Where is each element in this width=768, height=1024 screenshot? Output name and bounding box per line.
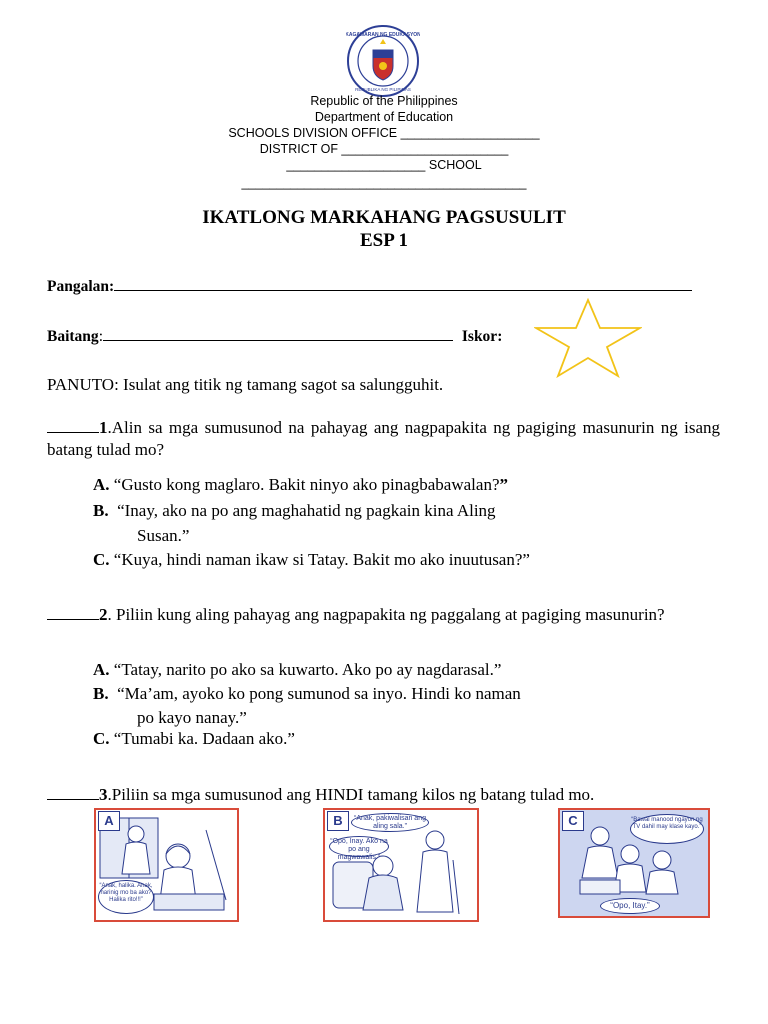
name-blank[interactable] [114, 276, 692, 291]
q1-option-b-line1: “Inay, ako na po ang maghahatid ng pagkain kina Aling [117, 501, 496, 520]
q1-option-a [93, 475, 508, 495]
question-1-number: 1 [99, 418, 108, 437]
score-label: Iskor: [461, 328, 503, 345]
answer-blank-1[interactable] [47, 417, 99, 433]
grade-blank[interactable] [103, 326, 453, 341]
picture-c-bubble-top: “Bawal manood ngayon ng TV dahil may klase kayo.” [630, 814, 704, 844]
q1-option-a-letter: A. [93, 475, 110, 494]
q2-option-a-letter: A. [93, 660, 110, 679]
picture-a-bubble: “Anak, halika. Anak, narinig mo ba ako? Halika rito!!!” [98, 880, 154, 914]
picture-c-bubble-bottom: “Opo, Itay.” [600, 898, 660, 914]
district-line: DISTRICT OF ________________________ [259, 142, 509, 156]
q1-option-a-text: “Gusto kong maglaro. Bakit ninyo ako pinagbabawalan? [113, 475, 500, 494]
picture-c-tag: C [562, 811, 584, 831]
grade-field[interactable] [47, 326, 502, 346]
picture-a-tag: A [98, 811, 120, 831]
picture-b-bubble-mid: “Opo, Inay. Ako na po ang magwawalis.” [330, 838, 388, 861]
q1-option-c-text: “Kuya, hindi naman ikaw si Tatay. Bakit mo ako inuutusan?” [113, 550, 530, 569]
question-2 [47, 604, 720, 626]
instructions: PANUTO: Isulat ang titik ng tamang sagot sa salungguhit. [47, 375, 444, 394]
seal-top-text: KAGAWARAN NG EDUKASYON [346, 32, 420, 38]
q1-option-a-end: ” [499, 475, 508, 494]
q1-option-b [93, 501, 496, 521]
answer-blank-3[interactable] [47, 784, 99, 800]
picture-b-bubble-top: “Anak, pakiwalisan ang aling sala.” [351, 813, 429, 832]
picture-b[interactable] [323, 808, 479, 922]
blank-line: _________________________________________ [241, 176, 527, 190]
q2-option-b-line2: po kayo nanay.” [137, 708, 247, 727]
grade-colon: : [98, 328, 103, 345]
grade-label: Baitang [47, 328, 99, 345]
q1-option-c-letter: C. [93, 550, 110, 569]
q2-option-b-letter: B. [93, 684, 109, 703]
q2-option-b-line1: “Ma’am, ayoko ko pong sumunod sa inyo. Hindi ko naman [117, 684, 521, 703]
department-line: Department of Education [314, 110, 454, 124]
q1-option-c [93, 550, 530, 570]
question-3-text: .Piliin sa mga sumusunod ang HINDI tamang kilos ng batang tulad mo. [107, 785, 595, 804]
deped-seal-icon [346, 24, 420, 98]
school-line: ____________________ SCHOOL [286, 158, 482, 172]
exam-title: IKATLONG MARKAHANG PAGSUSULIT [202, 207, 566, 228]
name-label: Pangalan: [47, 278, 115, 295]
q2-option-c-letter: C. [93, 729, 110, 748]
question-3 [47, 784, 594, 806]
q2-option-a [93, 660, 501, 680]
picture-c[interactable] [558, 808, 710, 918]
exam-subject: ESP 1 [359, 230, 409, 251]
picture-a[interactable] [94, 808, 239, 922]
question-1 [47, 417, 720, 461]
division-line: SCHOOLS DIVISION OFFICE ____________________ [228, 126, 540, 140]
q1-option-b-line2: Susan.” [137, 526, 190, 545]
picture-b-tag: B [327, 811, 349, 831]
q2-option-c-text: “Tumabi ka. Dadaan ako.” [113, 729, 295, 748]
q2-option-b [93, 684, 521, 704]
q2-option-a-text: “Tatay, narito po ako sa kuwarto. Ako po ay nagdarasal.” [113, 660, 502, 679]
question-1-text: .Alin sa mga sumusunod na pahayag ang nagpapakita ng pagiging masunurin ng isang batang tulad mo? [47, 418, 720, 459]
question-2-text: . Piliin kung aling pahayag ang nagpapakita ng paggalang at pagiging masunurin? [107, 605, 665, 624]
question-3-number: 3 [99, 785, 108, 804]
question-2-number: 2 [99, 605, 108, 624]
star-icon [534, 298, 642, 383]
answer-blank-2[interactable] [47, 604, 99, 620]
republic-line: Republic of the Philippines [310, 94, 458, 108]
q1-option-b-letter: B. [93, 501, 109, 520]
seal-bottom-text: REPUBLIKA NG PILIPINAS [355, 87, 411, 92]
name-field[interactable] [47, 276, 692, 296]
q2-option-c [93, 729, 295, 749]
